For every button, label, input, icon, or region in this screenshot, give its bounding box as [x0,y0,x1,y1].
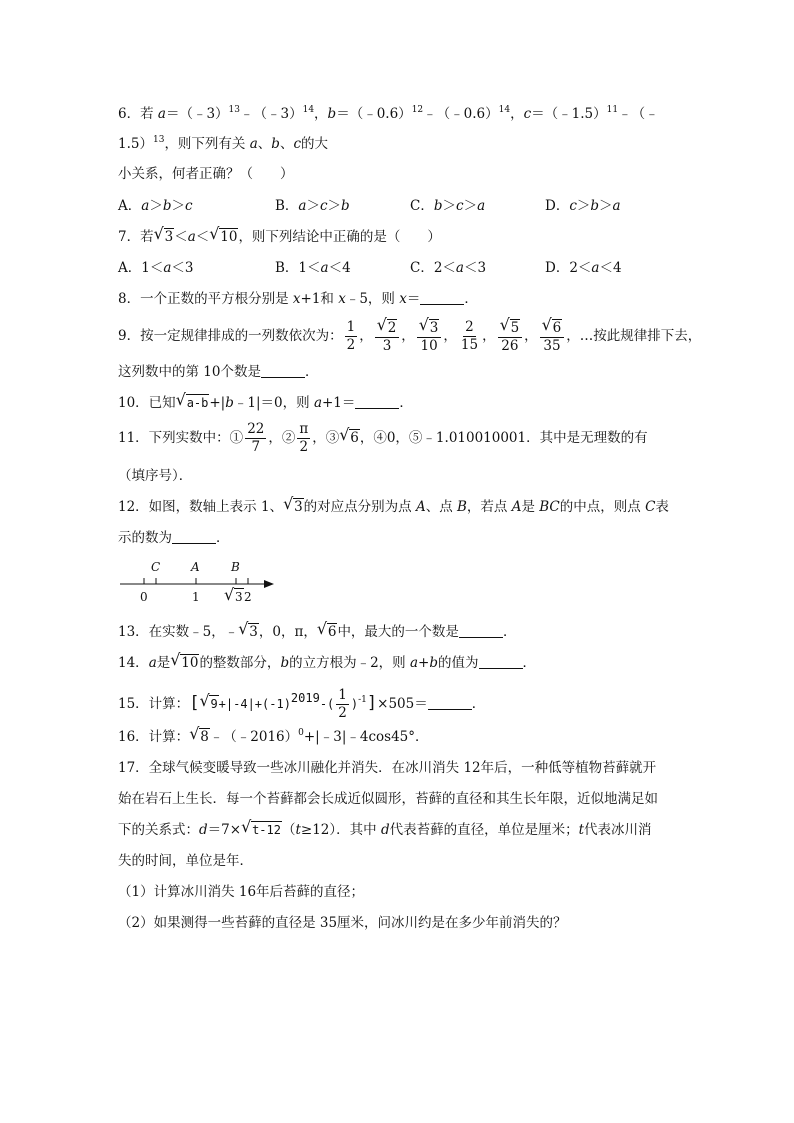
q6-line2: 1.5）$^{13}$，则下列有关 a、b、c的大 [118,135,329,152]
number-line-figure: C A B 0 1 3 2 [118,560,278,608]
q9-term-1: $\frac{1}{2}$ [346,319,356,353]
axis-tick-2: 2 [244,590,252,604]
q17-sub1: （1）计算冰川消失 16年后苔藓的直径； [118,884,365,900]
q9-term-4: $\frac{2}{15}$ [460,319,479,353]
q9-prefix: 9．按一定规律排成的一列数依次为： [118,328,343,344]
q12-line1: 12．如图，数轴上表示 1、√ 3的对应点分别为点 A、点 B，若点 A是 BC的中点，则点 C表 [118,497,669,517]
q7-option-b[interactable]: B．1＜a＜4 [275,260,351,276]
q10-line: 10．已知√ a-b+|b﹣1|＝0，则 a+1＝ ． [118,393,413,413]
q17-line3: 下的关系式：d＝7×√ t-12（t≥12）．其中 d代表苔藓的直径，单位是厘米；t代表冰川消 [118,820,652,840]
q17-line1: 17．全球气候变暖导致一些冰川融化并消失．在冰川消失 12年后，一种低等植物苔藓就开 [118,760,657,776]
answer-blank[interactable] [479,654,523,669]
answer-blank[interactable] [172,529,216,544]
axis-tick-1: 1 [192,590,200,604]
q16-line: 16．计算：√ 8﹣（﹣2016）$^0$+|﹣3|﹣4cos45°． [118,727,429,747]
q12-line2: 示的数为 ． [118,530,230,546]
q7-option-c[interactable]: C．2＜a＜3 [410,260,487,276]
answer-blank[interactable] [428,695,472,710]
q9-term-3: √ $\frac{3}{10}$ [417,319,442,355]
q7-stem: 7．若√ 3＜a＜√ 10，则下列结论中正确的是（ ） [118,227,441,247]
q6-option-c[interactable]: C．b＞c＞a [410,198,486,214]
answer-blank[interactable] [459,623,503,638]
q17-line4: 失的时间，单位是年． [118,853,253,869]
q14-line: 14．a是√ 10的整数部分，b的立方根为﹣2，则 a+b的值为 ． [118,653,536,673]
axis-label-a: A [191,560,200,574]
q6-option-b[interactable]: B．a＞c＞b [275,198,350,214]
axis-label-c: C [151,560,161,574]
answer-blank[interactable] [420,290,464,305]
q17-line2: 始在岩石上生长．每一个苔藓都会长成近似圆形，苔藓的直径和其生长年限，近似地满足如 [118,791,658,807]
q6-line3: 小关系，何者正确？（ ） [118,166,294,182]
q9-term-5: √ $\frac{5}{26}$ [498,319,523,355]
q7-option-a[interactable]: A．1＜a＜3 [118,260,194,276]
q6-option-a[interactable]: A．a＞b＞c [118,198,193,214]
q9-term-6: √ $\frac{6}{35}$ [540,319,565,355]
q11-line1: 11．下列实数中：① $\frac{22}{7}$ ，② $\frac{\pi}{2}$ ，③√ 6，④0，⑤﹣1.010010001．其中是无理数的有 [118,418,648,458]
q6-line1: 6．若 a＝（﹣3）$^{13}$﹣（﹣3）$^{14}$，b＝（﹣0.6）$^{12}$﹣（﹣0.6）$^{14}$，c＝（﹣1.5）$^{11}$﹣（﹣ [118,105,659,122]
q9-line1: 9．按一定规律排成的一列数依次为： $\frac{1}{2}$ ， √ $\frac{2}{3}$ ， √ $\frac{3}{10}$ ， $\frac{2}{15}$ ， √ $\frac{5}{26}$ ， √ $\frac{6}{35}$ ，…按此规律排下去， [118,318,701,355]
q11-line2: （填序号）． [118,468,193,484]
q9-line2: 这列数中的第 10个数是 ． [118,364,319,380]
answer-blank[interactable] [261,363,305,378]
q9-term-2: √ $\frac{2}{3}$ [375,319,400,355]
q17-sub2: （2）如果测得一些苔藓的直径是 35厘米，问冰川约是在多少年前消失的？ [118,915,567,931]
q15-line: 15．计算：[√ $9+|-4|+(-1)^{2019}-$( $\frac{1}{2}$ )$^{-1}$]×505＝ ． [118,686,485,722]
q6-option-d[interactable]: D．c＞b＞a [545,198,621,214]
axis-label-b: B [231,560,240,574]
axis-tick-0: 0 [140,590,148,604]
q13-line: 13．在实数﹣5，﹣√ 3，0，π，√ 6中，最大的一个数是 ． [118,622,516,642]
q7-option-d[interactable]: D．2＜a＜4 [545,260,622,276]
q8-line: 8．一个正数的平方根分别是 x+1和 x﹣5，则 x＝ ． [118,291,478,307]
answer-blank[interactable] [355,394,399,409]
q9-suffix: ，…按此规律排下去， [566,328,702,344]
